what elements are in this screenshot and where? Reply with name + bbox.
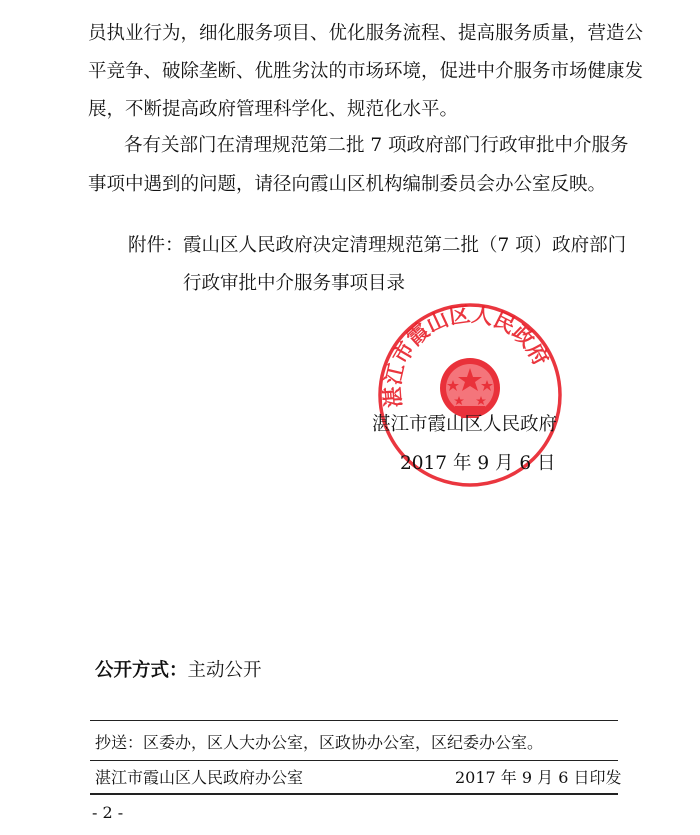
emblem-icon bbox=[440, 358, 500, 418]
body-line-1: 员执业行为，细化服务项目、优化服务流程、提高服务质量，营造公 bbox=[88, 23, 644, 44]
body-line-4: 各有关部门在清理规范第二批 7 项政府部门行政审批中介服务 bbox=[124, 135, 629, 156]
footer-rule-middle bbox=[90, 760, 618, 761]
footer-rule-bottom bbox=[90, 793, 618, 795]
attachment-label: 附件： bbox=[128, 235, 184, 256]
body-line-3: 展，不断提高政府管理科学化、规范化水平。 bbox=[88, 99, 459, 120]
cc-row bbox=[95, 731, 543, 755]
attachment-line-1[interactable]: 霞山区人民政府决定清理规范第二批（7 项）政府部门 bbox=[183, 235, 627, 256]
page-number: - 2 - bbox=[92, 803, 124, 822]
footer-rule-top bbox=[90, 720, 618, 721]
issue-date: 2017 年 9 月 6 日 bbox=[400, 453, 556, 474]
body-line-5: 事项中遇到的问题，请径向霞山区机构编制委员会办公室反映。 bbox=[88, 174, 607, 195]
issuing-office: 湛江市霞山区人民政府办公室 bbox=[95, 768, 304, 787]
svg-text:湛江市霞山区人民政府: 湛江市霞山区人民政府 bbox=[379, 301, 554, 409]
issuer-name: 湛江市霞山区人民政府 bbox=[372, 414, 558, 435]
body-line-2: 平竞争、破除垄断、优胜劣汰的市场环境，促进中介服务市场健康发 bbox=[88, 61, 644, 82]
cc-label: 抄送： bbox=[95, 733, 144, 752]
attachment-line-2[interactable]: 行政审批中介服务事项目录 bbox=[183, 273, 406, 294]
disclosure-row bbox=[95, 659, 262, 683]
disclosure-label: 公开方式： bbox=[95, 660, 188, 681]
cc-value: 区委办，区人大办公室，区政协办公室，区纪委办公室。 bbox=[143, 733, 544, 752]
disclosure-value: 主动公开 bbox=[187, 660, 262, 681]
print-date: 2017 年 9 月 6 日印发 bbox=[455, 768, 622, 787]
